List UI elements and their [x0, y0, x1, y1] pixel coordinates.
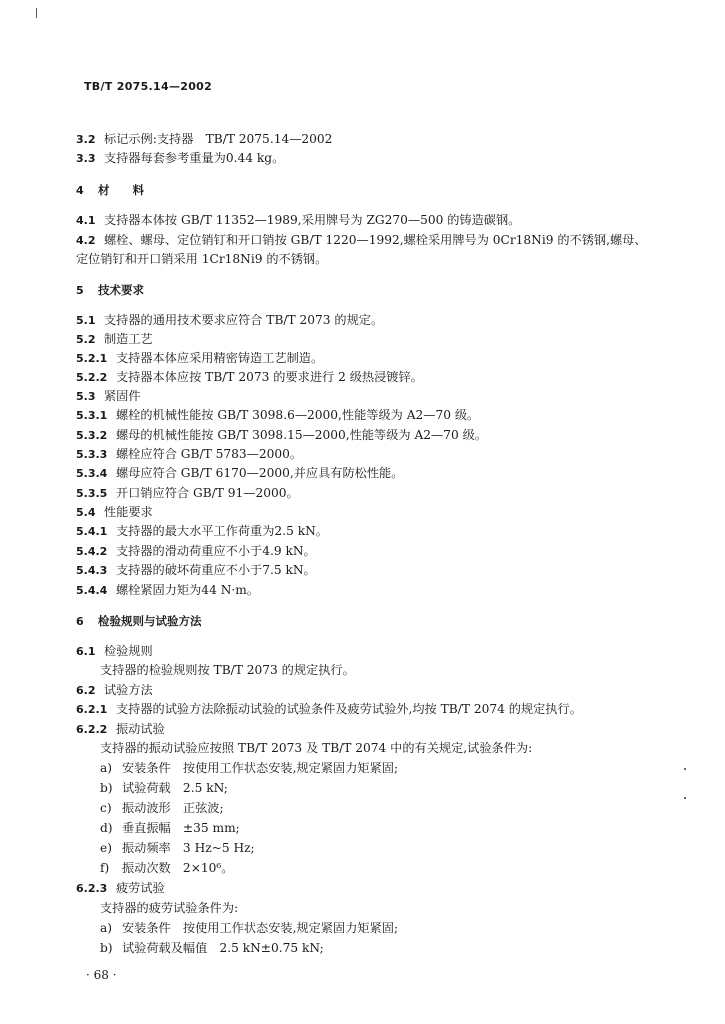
clause-5-4-4: 5.4.4 螺栓紧固力矩为44 N·m。 — [76, 583, 259, 597]
clause-4-1: 4.1 支持器本体按 GB/T 11352—1989,采用牌号为 ZG270—500 的铸造碳钢。 — [76, 213, 521, 227]
clause-5-2-1: 5.2.1 支持器本体应采用精密铸造工艺制造。 — [76, 351, 324, 365]
clause-6-2-1: 6.2.1 支持器的试验方法除振动试验的试验条件及疲劳试验外,均按 TB/T 2074 的规定执行。 — [76, 702, 582, 716]
clause-5-4-3: 5.4.3 支持器的破坏荷重应不小于7.5 kN。 — [76, 563, 316, 577]
scan-mark — [36, 8, 37, 18]
clause-5-4-1: 5.4.1 支持器的最大水平工作荷重为2.5 kN。 — [76, 524, 328, 538]
clause-5-3-2: 5.3.2 螺母的机械性能按 GB/T 3098.15—2000,性能等级为 A2—70 级。 — [76, 428, 487, 442]
fatigue-condition-b: b) 试验荷载及幅值 2.5 kN±0.75 kN; — [100, 941, 324, 955]
clause-5-2: 5.2 制造工艺 — [76, 332, 153, 346]
clause-5-3: 5.3 紧固件 — [76, 389, 141, 403]
vib-condition-a: a) 安装条件 按使用工作状态安装,规定紧固力矩紧固; — [100, 761, 399, 775]
clause-4-2-cont: 定位销钉和开口销采用 1Cr18Ni9 的不锈钢。 — [76, 252, 328, 266]
clause-6-1-body: 支持器的检验规则按 TB/T 2073 的规定执行。 — [100, 663, 355, 677]
clause-3-3: 3.3 支持器每套参考重量为0.44 kg。 — [76, 151, 285, 165]
clause-5-4: 5.4 性能要求 — [76, 505, 153, 519]
fatigue-condition-a: a) 安装条件 按使用工作状态安装,规定紧固力矩紧固; — [100, 921, 399, 935]
clause-5-3-5: 5.3.5 开口销应符合 GB/T 91—2000。 — [76, 486, 299, 500]
clause-5-3-4: 5.3.4 螺母应符合 GB/T 6170—2000,并应具有防松性能。 — [76, 466, 404, 480]
clause-6-2-2-body: 支持器的振动试验应按照 TB/T 2073 及 TB/T 2074 中的有关规定,试验条件为: — [100, 741, 533, 755]
clause-4-2: 4.2 螺栓、螺母、定位销钉和开口销按 GB/T 1220—1992,螺栓采用牌号为 0Cr18Ni9 的不锈钢,螺母、 — [76, 233, 647, 247]
clause-5-3-3: 5.3.3 螺栓应符合 GB/T 5783—2000。 — [76, 447, 303, 461]
page-number: · 68 · — [86, 968, 117, 982]
clause-6-2-3: 6.2.3 疲劳试验 — [76, 881, 165, 895]
vib-condition-f: f) 振动次数 2×10⁶。 — [100, 861, 234, 875]
scan-speck — [684, 797, 686, 799]
vib-condition-b: b) 试验荷载 2.5 kN; — [100, 781, 228, 795]
clause-5-4-2: 5.4.2 支持器的滑动荷重应不小于4.9 kN。 — [76, 544, 316, 558]
scan-speck — [684, 768, 686, 770]
vib-condition-c: c) 振动波形 正弦波; — [100, 801, 224, 815]
section-6-heading: 6 检验规则与试验方法 — [76, 614, 202, 628]
clause-6-1: 6.1 检验规则 — [76, 644, 153, 658]
clause-5-1: 5.1 支持器的通用技术要求应符合 TB/T 2073 的规定。 — [76, 313, 384, 327]
standard-header: TB/T 2075.14—2002 — [84, 80, 213, 93]
vib-condition-e: e) 振动频率 3 Hz~5 Hz; — [100, 841, 255, 855]
clause-6-2: 6.2 试验方法 — [76, 683, 153, 697]
clause-3-2: 3.2 标记示例:支持器 TB/T 2075.14—2002 — [76, 132, 333, 146]
section-5-heading: 5 技术要求 — [76, 283, 144, 297]
clause-5-2-2: 5.2.2 支持器本体应按 TB/T 2073 的要求进行 2 级热浸镀锌。 — [76, 370, 423, 384]
clause-6-2-2: 6.2.2 振动试验 — [76, 722, 165, 736]
clause-6-2-3-body: 支持器的疲劳试验条件为: — [100, 901, 239, 915]
clause-5-3-1: 5.3.1 螺栓的机械性能按 GB/T 3098.6—2000,性能等级为 A2—70 级。 — [76, 408, 480, 422]
section-4-heading: 4 材 料 — [76, 183, 144, 197]
vib-condition-d: d) 垂直振幅 ±35 mm; — [100, 821, 240, 835]
